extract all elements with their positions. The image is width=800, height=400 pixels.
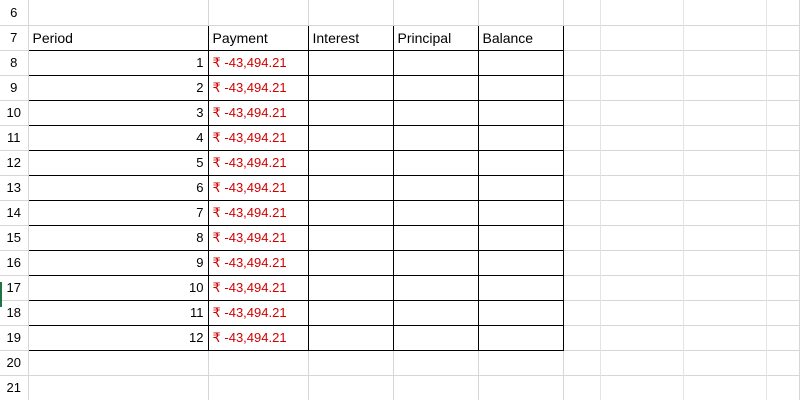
table-row[interactable] <box>0 150 800 175</box>
header-cell-balance[interactable]: Balance <box>478 25 563 50</box>
cell-payment[interactable]: ₹ -43,494.21 <box>208 50 308 75</box>
cell-b20[interactable] <box>208 350 308 375</box>
cell-period[interactable]: 4 <box>28 125 208 150</box>
cell-blank[interactable] <box>563 300 800 325</box>
grid-vertical-line <box>600 0 601 400</box>
table-row[interactable] <box>0 75 800 100</box>
cell-principal[interactable] <box>393 275 478 300</box>
cell-blank[interactable] <box>563 225 800 250</box>
cell-blank[interactable] <box>563 50 800 75</box>
cell-balance[interactable] <box>478 225 563 250</box>
table-row[interactable] <box>0 250 800 275</box>
cell-d20[interactable] <box>393 350 478 375</box>
cell-interest[interactable] <box>308 275 393 300</box>
cell-blank[interactable] <box>563 125 800 150</box>
cell-balance[interactable] <box>478 250 563 275</box>
table-row[interactable] <box>0 375 800 400</box>
table-row[interactable] <box>0 200 800 225</box>
row-header-20[interactable]: 20 <box>0 350 28 375</box>
row-header-21[interactable]: 21 <box>0 375 28 400</box>
cell-balance[interactable] <box>478 75 563 100</box>
table-row[interactable] <box>0 0 800 25</box>
cell-f20[interactable] <box>563 350 800 375</box>
cell-period[interactable]: 11 <box>28 300 208 325</box>
cell-period[interactable]: 9 <box>28 250 208 275</box>
row-header-13[interactable]: 13 <box>0 175 28 200</box>
cell-interest[interactable] <box>308 300 393 325</box>
table-row[interactable] <box>0 325 800 350</box>
cell-period[interactable]: 8 <box>28 225 208 250</box>
cell-a6[interactable] <box>28 0 208 25</box>
table-row[interactable] <box>0 125 800 150</box>
cell-blank[interactable] <box>563 250 800 275</box>
row-header-17[interactable]: 17 <box>0 275 28 300</box>
cell-payment[interactable]: ₹ -43,494.21 <box>208 200 308 225</box>
cell-principal[interactable] <box>393 300 478 325</box>
row-header-7[interactable]: 7 <box>0 25 28 50</box>
cell-d6[interactable] <box>393 0 478 25</box>
cell-payment[interactable]: ₹ -43,494.21 <box>208 225 308 250</box>
cell-e20[interactable] <box>478 350 563 375</box>
row-header-9[interactable]: 9 <box>0 75 28 100</box>
cell-blank[interactable] <box>563 275 800 300</box>
grid-vertical-line <box>683 0 684 400</box>
header-cell-interest[interactable]: Interest <box>308 25 393 50</box>
cell-payment[interactable]: ₹ -43,494.21 <box>208 125 308 150</box>
row-header-15[interactable]: 15 <box>0 225 28 250</box>
cell-blank[interactable] <box>563 325 800 350</box>
cell-principal[interactable] <box>393 175 478 200</box>
cell-principal[interactable] <box>393 100 478 125</box>
cell-principal[interactable] <box>393 200 478 225</box>
cell-balance[interactable] <box>478 150 563 175</box>
row-selection-indicator <box>0 282 2 307</box>
row-header-14[interactable]: 14 <box>0 200 28 225</box>
cell-principal[interactable] <box>393 250 478 275</box>
row-header-10[interactable]: 10 <box>0 100 28 125</box>
cell-principal[interactable] <box>393 50 478 75</box>
cell-balance[interactable] <box>478 50 563 75</box>
table-row[interactable] <box>0 350 800 375</box>
header-cell-principal[interactable]: Principal <box>393 25 478 50</box>
cell-blank[interactable] <box>563 175 800 200</box>
cell-d21[interactable] <box>393 375 478 400</box>
cell-blank[interactable] <box>563 75 800 100</box>
row-header-6[interactable]: 6 <box>0 0 28 25</box>
cell-interest[interactable] <box>308 75 393 100</box>
cell-principal[interactable] <box>393 225 478 250</box>
cell-payment[interactable]: ₹ -43,494.21 <box>208 250 308 275</box>
cell-blank[interactable] <box>563 100 800 125</box>
cell-payment[interactable]: ₹ -43,494.21 <box>208 175 308 200</box>
cell-blank[interactable] <box>563 200 800 225</box>
cell-b21[interactable] <box>208 375 308 400</box>
cell-period[interactable]: 6 <box>28 175 208 200</box>
cell-payment[interactable]: ₹ -43,494.21 <box>208 150 308 175</box>
header-cell-payment[interactable]: Payment <box>208 25 308 50</box>
cell-balance[interactable] <box>478 125 563 150</box>
cell-interest[interactable] <box>308 125 393 150</box>
cell-interest[interactable] <box>308 100 393 125</box>
cell-a20[interactable] <box>28 350 208 375</box>
cell-payment[interactable]: ₹ -43,494.21 <box>208 75 308 100</box>
cell-f21[interactable] <box>563 375 800 400</box>
cell-period[interactable]: 12 <box>28 325 208 350</box>
cell-period[interactable]: 2 <box>28 75 208 100</box>
table-row-selected[interactable] <box>0 275 800 300</box>
cell-balance[interactable] <box>478 275 563 300</box>
cell-balance[interactable] <box>478 200 563 225</box>
row-header-12[interactable]: 12 <box>0 150 28 175</box>
cell-c20[interactable] <box>308 350 393 375</box>
cell-period[interactable]: 3 <box>28 100 208 125</box>
cell-blank[interactable] <box>563 150 800 175</box>
cell-interest[interactable] <box>308 150 393 175</box>
header-cell-period[interactable]: Period <box>28 25 208 50</box>
cell-period[interactable]: 10 <box>28 275 208 300</box>
table-row[interactable] <box>0 225 800 250</box>
cell-period[interactable]: 1 <box>28 50 208 75</box>
cell-interest[interactable] <box>308 175 393 200</box>
cell-e21[interactable] <box>478 375 563 400</box>
table-row[interactable] <box>0 175 800 200</box>
cell-interest[interactable] <box>308 50 393 75</box>
cell-period[interactable]: 5 <box>28 150 208 175</box>
cell-payment[interactable]: ₹ -43,494.21 <box>208 275 308 300</box>
cell-a21[interactable] <box>28 375 208 400</box>
row-header-18[interactable]: 18 <box>0 300 28 325</box>
row-header-8[interactable]: 8 <box>0 50 28 75</box>
cell-period[interactable]: 7 <box>28 200 208 225</box>
row-header-19[interactable]: 19 <box>0 325 28 350</box>
cell-principal[interactable] <box>393 150 478 175</box>
row-header-11[interactable]: 11 <box>0 125 28 150</box>
cell-f6[interactable] <box>563 0 800 25</box>
cell-payment[interactable]: ₹ -43,494.21 <box>208 300 308 325</box>
cell-payment[interactable]: ₹ -43,494.21 <box>208 100 308 125</box>
cell-interest[interactable] <box>308 200 393 225</box>
cell-interest[interactable] <box>308 250 393 275</box>
cell-principal[interactable] <box>393 325 478 350</box>
cell-payment[interactable]: ₹ -43,494.21 <box>208 325 308 350</box>
cell-c6[interactable] <box>308 0 393 25</box>
grid-vertical-line <box>766 0 767 400</box>
cell-interest[interactable] <box>308 325 393 350</box>
cell-c21[interactable] <box>308 375 393 400</box>
table-row[interactable] <box>0 300 800 325</box>
row-header-16[interactable]: 16 <box>0 250 28 275</box>
cell-e6[interactable] <box>478 0 563 25</box>
cell-balance[interactable] <box>478 175 563 200</box>
cell-interest[interactable] <box>308 225 393 250</box>
table-row[interactable] <box>0 50 800 75</box>
cell-principal[interactable] <box>393 125 478 150</box>
cell-b6[interactable] <box>208 0 308 25</box>
cell-balance[interactable] <box>478 100 563 125</box>
cell-balance[interactable] <box>478 325 563 350</box>
cell-principal[interactable] <box>393 75 478 100</box>
table-row[interactable] <box>0 100 800 125</box>
table-header-row[interactable] <box>0 25 800 50</box>
cell-balance[interactable] <box>478 300 563 325</box>
cell-f7[interactable] <box>563 25 800 50</box>
